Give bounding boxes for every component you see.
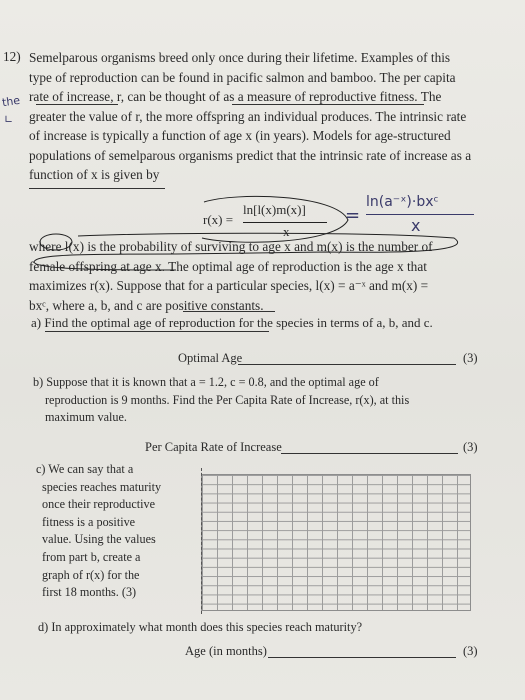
definition-line: female offspring at age x. The optimal age of reproduction is the age x that <box>29 258 427 274</box>
handwritten-equals: = <box>345 205 361 226</box>
part-b-prompt <box>33 374 493 427</box>
part-c-line: from part b, create a <box>42 549 141 564</box>
underline-mark <box>183 311 275 312</box>
definition-circle <box>26 232 466 276</box>
intro-line: populations of semelparous organisms predict that the intrinsic rate of increase as a <box>29 147 472 163</box>
underline-mark <box>45 331 269 332</box>
part-c-prompt <box>36 461 196 602</box>
part-c-line: value. Using the values <box>42 532 156 547</box>
part-a-points: (3) <box>463 351 478 365</box>
part-d-answer-blank[interactable] <box>268 657 456 658</box>
graph-y-axis <box>201 468 203 614</box>
underline-mark <box>36 104 118 105</box>
intro-line: of increase is typically a function of age x (in years). Models for age-structured <box>29 128 451 143</box>
part-c-line: c) We can say that a <box>36 462 134 476</box>
part-c-line: graph of r(x) for the <box>42 567 140 582</box>
problem-number: 12) <box>3 49 21 64</box>
margin-note: the <box>1 93 21 110</box>
part-b-answer-label: Per Capita Rate of Increase <box>145 440 282 454</box>
part-d-prompt: d) In approximately what month does this species reach maturity? <box>38 620 363 634</box>
intro-line: Semelparous organisms breed only once during their lifetime. Examples of this <box>29 50 451 65</box>
intro-line: function of x is given by <box>29 167 160 182</box>
part-c-line: fitness is a positive <box>42 514 136 529</box>
part-c-line: once their reproductive <box>42 497 156 512</box>
margin-mark: ∟ <box>4 113 14 126</box>
part-a-prompt: a) Find the optimal age of reproduction for the species in terms of a, b, and c. <box>31 315 433 330</box>
equation-numerator: ln[l(x)m(x)] <box>243 202 306 217</box>
handwritten-denominator: x <box>411 216 421 235</box>
part-b-points: (3) <box>463 440 478 454</box>
underline-mark <box>29 188 165 189</box>
part-b-line: b) Suppose that it is known that a = 1.2, c = 0.8, and the optimal age of <box>33 375 379 389</box>
part-b-answer-blank[interactable] <box>281 453 458 454</box>
part-d-points: (3) <box>463 644 478 658</box>
part-a-answer-label: Optimal Age <box>178 351 243 365</box>
equation-denominator: x <box>283 224 290 239</box>
definition-line: where l(x) is the probability of surviving to age x and m(x) is the number of <box>29 239 433 254</box>
intro-line: type of reproduction can be found in pacific salmon and bamboo. The per capita <box>29 69 456 85</box>
part-d-answer-label: Age (in months) <box>185 644 267 658</box>
handwritten-fraction-bar <box>366 214 474 215</box>
definition-line: maximizes r(x). Suppose that for a particular species, l(x) = a⁻ˣ and m(x) = <box>29 278 429 293</box>
part-a-answer-blank[interactable] <box>238 364 456 365</box>
definition-line: bxᶜ, where a, b, and c are positive constants. <box>29 297 264 313</box>
part-b-line: reproduction is 9 months. Find the Per Capita Rate of Increase, r(x), at this <box>45 392 410 407</box>
underline-mark <box>232 104 424 105</box>
part-b-line: maximum value. <box>45 410 127 425</box>
part-c-line: species reaches maturity <box>42 479 162 494</box>
intro-line: rate of increase, r, can be thought of as a measure of reproductive fitness. The <box>29 89 442 104</box>
graph-paper[interactable] <box>201 474 471 611</box>
problem-intro <box>29 48 489 185</box>
handwritten-numerator: ln(a⁻ˣ)·bxᶜ <box>366 194 439 210</box>
part-c-line: first 18 months. (3) <box>42 585 137 600</box>
intro-line: greater the value of r, the more offspring an individual produces. The intrinsic rate <box>29 108 467 124</box>
equation-lhs: r(x) = <box>203 212 234 227</box>
